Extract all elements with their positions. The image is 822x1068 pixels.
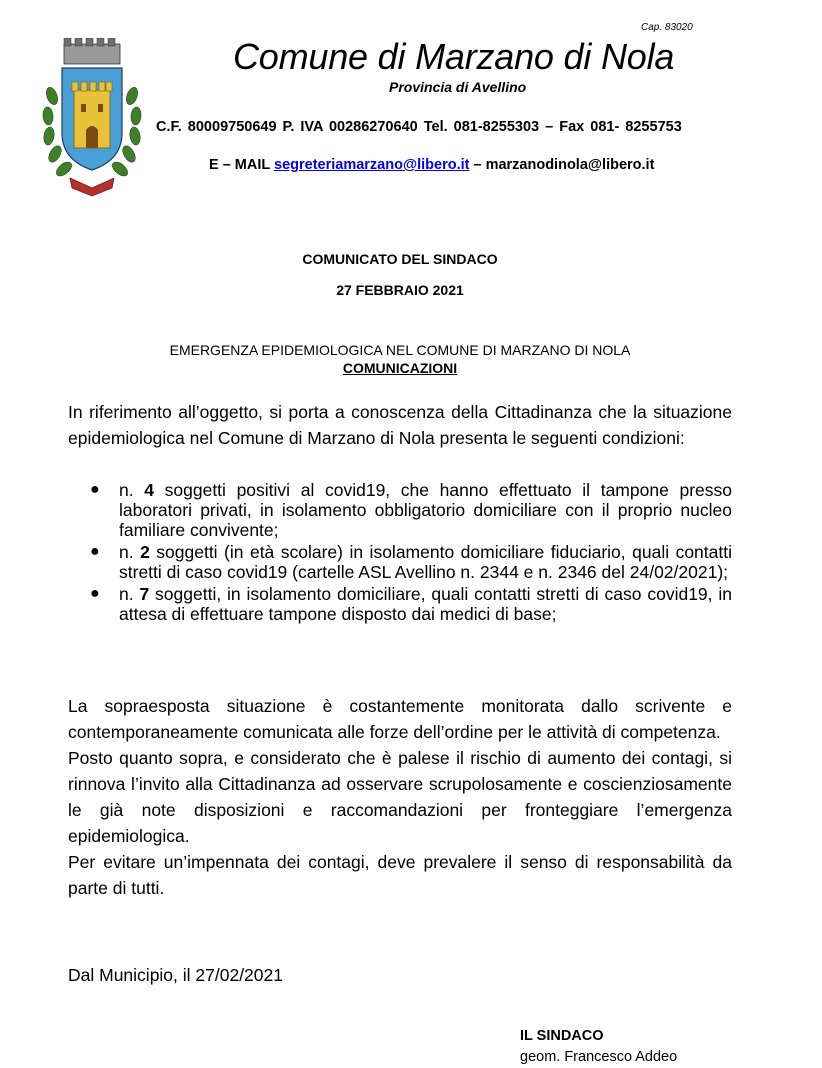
- item-count: 2: [140, 542, 150, 562]
- list-item: [88, 542, 732, 582]
- email-suffix: – marzanodinola@libero.it: [469, 157, 655, 173]
- item-text: soggetti, in isolamento domiciliare, quali contatti stretti di caso covid19, in attesa di effettuare tampone disposto dai medici di base;: [119, 584, 732, 624]
- bullet-icon: ●: [90, 543, 100, 560]
- item-prefix: n.: [119, 584, 140, 604]
- subject-line: EMERGENZA EPIDEMIOLOGICA NEL COMUNE DI MARZANO DI NOLA: [169, 342, 631, 358]
- subject-heading: COMUNICAZIONI: [342, 360, 458, 376]
- item-text: soggetti (in età scolare) in isolamento domiciliare fiduciario, quali contatti stretti di caso covid19 (cartelle ASL Avellino n. 2344 e n. 2346 del 24/02/2021);: [119, 542, 732, 582]
- bullet-icon: ●: [90, 585, 100, 602]
- body-text: [68, 693, 732, 901]
- email-link[interactable]: segreteriamarzano@libero.it: [274, 157, 470, 173]
- item-count: 4: [144, 480, 154, 500]
- province-line: Provincia di Avellino: [389, 79, 527, 95]
- communique-date: 27 FEBBRAIO 2021: [336, 282, 464, 298]
- paragraph-monitoring: La sopraesposta situazione è costantemente monitorata dallo scrivente e contemporaneamente comunicata alle forze dell’ordine per le attività di competenza.: [68, 696, 732, 742]
- conditions-list: [88, 480, 732, 626]
- paragraph-responsibility: Per evitare un’impennata dei contagi, deve prevalere il senso di responsabilità da parte di tutti.: [68, 852, 732, 898]
- municipality-title: Comune di Marzano di Nola: [233, 36, 675, 77]
- item-prefix: n.: [119, 542, 141, 562]
- email-line: [209, 157, 654, 173]
- postal-code: Cap. 83020: [641, 22, 693, 33]
- coat-of-arms-logo: [42, 38, 142, 200]
- signatory-role: IL SINDACO: [520, 1028, 604, 1044]
- intro-paragraph: In riferimento all’oggetto, si porta a conoscenza della Cittadinanza che la situazione epidemiologica nel Comune di Marzano di Nola presenta le seguenti condizioni:: [68, 402, 732, 448]
- item-prefix: n.: [119, 480, 145, 500]
- communique-heading: COMUNICATO DEL SINDACO: [302, 251, 498, 267]
- paragraph-invitation: Posto quanto sopra, e considerato che è palese il rischio di aumento dei contagi, si rinnova l’invito alla Cittadinanza ad osservare scrupolosamente e coscienziosamente le già note disposizioni e raccomandazioni per fronteggiare l’emergenza epidemiologica.: [68, 748, 732, 846]
- place-date: Dal Municipio, il 27/02/2021: [68, 965, 283, 985]
- email-prefix: E – MAIL: [209, 157, 274, 173]
- fiscal-contact-line: C.F. 80009750649 P. IVA 00286270640 Tel. 081-8255303 – Fax 081- 8255753: [156, 119, 682, 135]
- signatory-name: geom. Francesco Addeo: [520, 1049, 678, 1065]
- item-count: 7: [139, 584, 150, 604]
- list-item: [88, 584, 732, 624]
- bullet-icon: ●: [90, 481, 100, 498]
- list-item: [88, 480, 732, 540]
- item-text: soggetti positivi al covid19, che hanno effettuato il tampone presso laboratori privati, in isolamento obbligatorio domiciliare con il proprio nucleo familiare convivente;: [119, 480, 732, 540]
